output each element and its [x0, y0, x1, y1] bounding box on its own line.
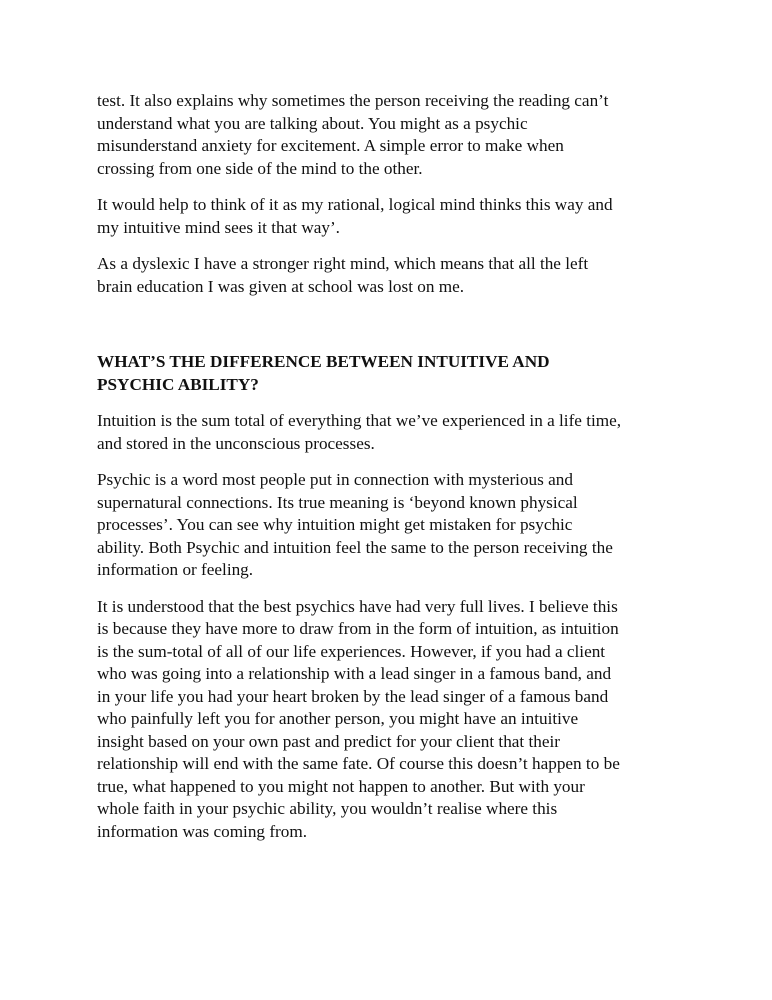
section-heading: [97, 351, 676, 396]
text-line: understand what you are talking about. You might as a psychic: [97, 113, 528, 133]
text-line: Intuition is the sum total of everything that we’ve experienced in a life time,: [97, 411, 622, 430]
text-line: supernatural connections. Its true meaning is ‘beyond known physical: [97, 492, 578, 512]
text-line: As a dyslexic I have a stronger right mind, which means that all the left: [97, 254, 589, 273]
section-paragraph-1: [97, 410, 676, 455]
section-paragraph-3: [97, 596, 676, 844]
heading-line: WHAT’S THE DIFFERENCE BETWEEN INTUITIVE AND: [97, 352, 550, 371]
text-line: relationship will end with the same fate. Of course this doesn’t happen to be: [97, 754, 620, 773]
text-line: who was going into a relationship with a lead singer in a famous band, and: [97, 664, 612, 683]
text-line: brain education I was given at school was lost on me.: [97, 276, 465, 296]
text-line: is because they have more to draw from in the form of intuition, as intuition: [97, 619, 619, 638]
text-line: in your life you had your heart broken by the lead singer of a famous band: [97, 686, 609, 706]
text-line: is the sum-total of all of our life experiences. However, if you had a client: [97, 641, 606, 661]
text-line: my intuitive mind sees it that way’.: [97, 217, 340, 237]
text-line: and stored in the unconscious processes.: [97, 433, 375, 453]
text-line: It would help to think of it as my rational, logical mind thinks this way and: [97, 195, 613, 214]
text-line: processes’. You can see why intuition might get mistaken for psychic: [97, 515, 573, 534]
text-line: It is understood that the best psychics have had very full lives. I believe this: [97, 596, 618, 616]
section-paragraph-2: [97, 469, 676, 582]
text-line: misunderstand anxiety for excitement. A simple error to make when: [97, 136, 564, 155]
text-line: true, what happened to you might not happen to another. But with your: [97, 776, 585, 796]
text-line: Psychic is a word most people put in connection with mysterious and: [97, 470, 573, 489]
text-line: who painfully left you for another person, you might have an intuitive: [97, 709, 579, 728]
text-line: ability. Both Psychic and intuition feel the same to the person receiving the: [97, 537, 613, 557]
paragraph-1: [97, 90, 676, 180]
text-line: test. It also explains why sometimes the person receiving the reading can’t: [97, 91, 609, 110]
text-line: insight based on your own past and predict for your client that their: [97, 731, 560, 751]
text-line: crossing from one side of the mind to the other.: [97, 158, 423, 178]
paragraph-2: [97, 194, 676, 239]
text-line: information or feeling.: [97, 560, 254, 579]
text-line: information was coming from.: [97, 821, 308, 841]
paragraph-3: [97, 253, 676, 298]
heading-line: PSYCHIC ABILITY?: [97, 374, 259, 394]
text-line: whole faith in your psychic ability, you wouldn’t realise where this: [97, 799, 558, 818]
